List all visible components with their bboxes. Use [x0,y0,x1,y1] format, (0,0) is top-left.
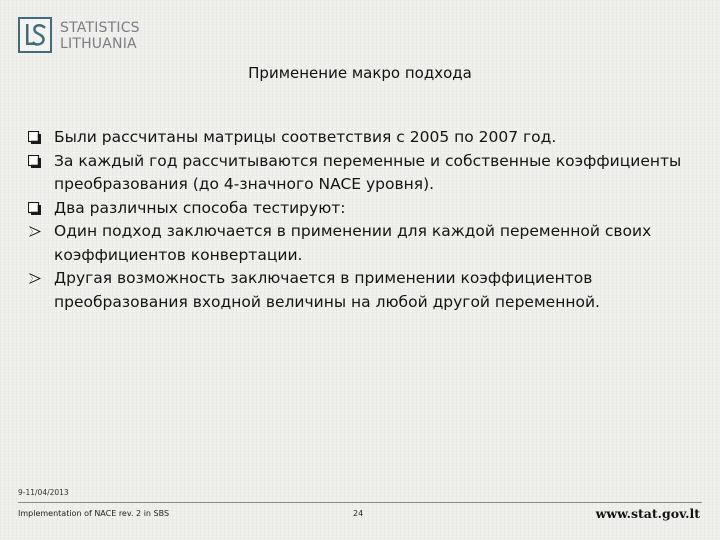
footer-date: 9-11/04/2013 [18,488,69,497]
footer-presentation-title: Implementation of NACE rev. 2 in SBS [18,509,170,518]
square-bullet-icon [28,150,46,174]
slide-title: Применение макро подхода [248,64,472,82]
bullet-item [28,126,698,150]
logo-line-lithuania: LITHUANIA [60,36,137,52]
footer-url[interactable]: www.stat.gov.lt [595,506,700,521]
footer-divider [18,502,702,503]
arrow-bullet-icon [28,220,46,244]
bullet-text: За каждый год рассчитываются переменные и собственные коэффициенты преобразования (до 4-значного NACE уровня). [54,151,682,193]
square-bullet-icon [28,126,46,150]
square-bullet-icon [28,197,46,221]
bullet-item [28,197,698,221]
bullet-item [28,150,698,197]
logo [18,17,148,57]
page-number: 24 [353,509,364,518]
logo-line-statistics: STATISTICS [60,20,140,36]
bullet-text: Другая возможность заключается в применении коэффициентов преобразования входной величины на любой другой переменной. [54,269,600,311]
bullet-text: Один подход заключается в применении для каждой переменной своих коэффициентов конвертации. [54,222,652,264]
bullet-text: Два различных способа тестируют: [54,198,346,217]
bullet-text: Были рассчитаны матрицы соответствия с 2005 по 2007 год. [54,128,557,146]
arrow-bullet-icon [28,267,46,291]
bullet-item [28,267,698,314]
bullet-list [28,126,698,314]
logo-text [60,20,140,52]
statistics-lithuania-logo-icon [18,17,52,53]
bullet-item [28,220,698,267]
